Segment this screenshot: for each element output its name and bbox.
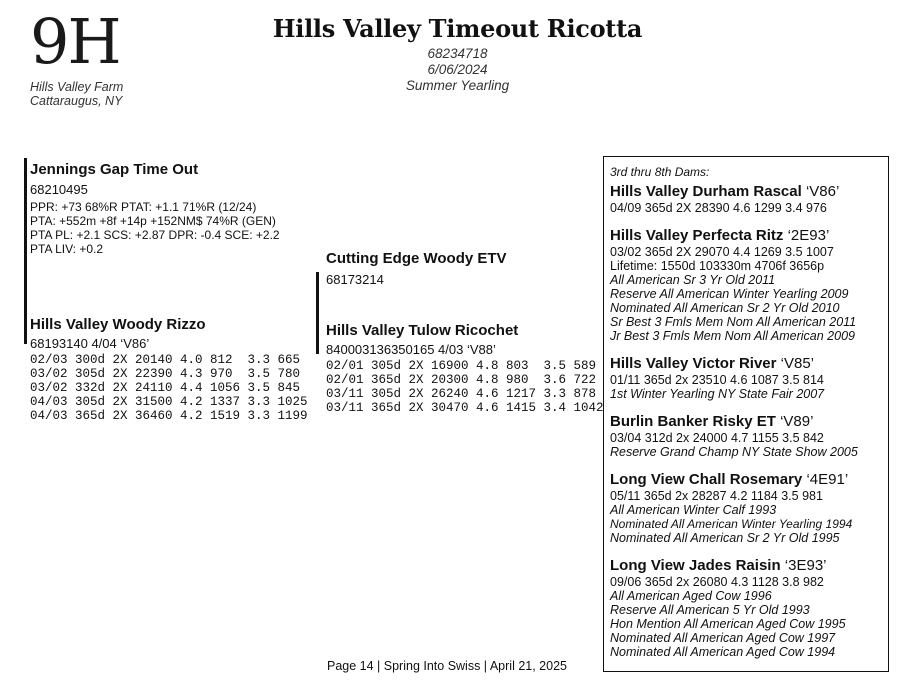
dam-block bbox=[30, 315, 308, 423]
farm-info bbox=[30, 80, 123, 108]
birth-date: 6/06/2024 bbox=[427, 62, 488, 77]
ancestor-dam-name: Long View Jades Raisin bbox=[610, 557, 781, 574]
ancestor-dam bbox=[610, 182, 888, 215]
ancestor-dam-award: Jr Best 3 Fmls Mem Nom All American 2009 bbox=[610, 329, 855, 343]
ancestor-dam-award: All American Winter Calf 1993 bbox=[610, 503, 777, 517]
sire-name: Jennings Gap Time Out bbox=[30, 161, 199, 178]
maternal-grandsire-reg: 68173214 bbox=[326, 272, 384, 287]
granddam-name: Hills Valley Tulow Ricochet bbox=[326, 322, 519, 339]
ancestor-dam-award: Nominated All American Sr 2 Yr Old 1995 bbox=[610, 531, 840, 545]
ancestor-dam-award: 1st Winter Yearling NY State Fair 2007 bbox=[610, 387, 825, 401]
ancestor-dam-record: 04/09 365d 2X 28390 4.6 1299 3.4 976 bbox=[610, 201, 827, 215]
ancestor-dam bbox=[610, 226, 888, 343]
lot-header bbox=[270, 12, 645, 94]
ancestor-dam-name: Long View Chall Rosemary bbox=[610, 471, 803, 488]
farm-logo: 9H bbox=[30, 5, 120, 78]
ancestor-dam-record: 09/06 365d 2x 26080 4.3 1128 3.8 982 bbox=[610, 575, 824, 589]
sire-stat-line: PPR: +73 68%R PTAT: +1.1 71%R (12/24) bbox=[30, 200, 257, 214]
animal-class: Summer Yearling bbox=[405, 78, 510, 93]
sire-block bbox=[30, 160, 280, 256]
ancestor-dam-score: ‘V89’ bbox=[780, 413, 814, 430]
dam-record-line: 03/02 305d 2X 22390 4.3 970 3.5 780 bbox=[30, 367, 301, 381]
ancestor-dam-award: All American Aged Cow 1996 bbox=[610, 589, 772, 603]
ancestor-dam-record: 05/11 365d 2x 28287 4.2 1184 3.5 981 bbox=[610, 489, 823, 503]
pedigree-bracket-left bbox=[24, 158, 27, 344]
granddam-reg: 840003136350165 4/03 ‘V88’ bbox=[326, 342, 496, 357]
ancestor-dam-award: All American Sr 3 Yr Old 2011 bbox=[610, 273, 776, 287]
ancestor-dams-box bbox=[603, 156, 889, 672]
ancestor-dam-lifetime: Lifetime: 1550d 103330m 4706f 3656p bbox=[610, 259, 825, 273]
ancestor-dam bbox=[610, 412, 888, 459]
ancestor-dam-record: 03/04 312d 2x 24000 4.7 1155 3.5 842 bbox=[610, 431, 824, 445]
ancestor-dam bbox=[610, 354, 888, 401]
maternal-grandsire-name: Cutting Edge Woody ETV bbox=[326, 250, 507, 267]
granddam-record-line: 03/11 365d 2X 30470 4.6 1415 3.4 1042 bbox=[326, 401, 604, 415]
ancestor-dam-award: Reserve Grand Champ NY State Show 2005 bbox=[610, 445, 858, 459]
registration-number: 68234718 bbox=[427, 46, 488, 61]
ancestor-dam-score: ‘4E91’ bbox=[806, 471, 849, 488]
ancestor-dam-score: ‘V85’ bbox=[780, 355, 815, 372]
dam-reg: 68193140 4/04 ‘V86’ bbox=[30, 336, 150, 351]
dam-name: Hills Valley Woody Rizzo bbox=[30, 316, 206, 333]
granddam-record-line: 02/01 305d 2X 16900 4.8 803 3.5 589 bbox=[326, 359, 597, 373]
sire-reg: 68210495 bbox=[30, 182, 88, 197]
ancestor-dam-score: ‘2E93’ bbox=[787, 227, 830, 244]
granddam-records bbox=[326, 359, 604, 415]
dam-record-line: 02/03 300d 2X 20140 4.0 812 3.3 665 bbox=[30, 353, 301, 367]
ancestor-dam-award: Sr Best 3 Fmls Mem Nom All American 2011 bbox=[610, 315, 857, 329]
page-footer: Page 14 | Spring Into Swiss | April 21, 2025 bbox=[327, 659, 567, 673]
ancestor-dam-score: ‘3E93’ bbox=[784, 557, 827, 574]
granddam-record-line: 02/01 365d 2X 20300 4.8 980 3.6 722 bbox=[326, 373, 597, 387]
dam-record-line: 03/02 332d 2X 24110 4.4 1056 3.5 845 bbox=[30, 381, 301, 395]
ancestor-dam-score: ‘V86’ bbox=[805, 183, 840, 200]
granddam-block bbox=[326, 321, 604, 415]
sire-stats bbox=[30, 200, 280, 256]
ancestor-dam-record: 01/11 365d 2x 23510 4.6 1087 3.5 814 bbox=[610, 373, 824, 387]
animal-title: Hills Valley Timeout Ricotta bbox=[272, 14, 643, 43]
ancestor-dam-award: Nominated All American Winter Yearling 1994 bbox=[610, 517, 853, 531]
ancestor-dam-name: Hills Valley Perfecta Ritz bbox=[610, 227, 784, 244]
pedigree-bracket-mid bbox=[316, 272, 319, 354]
farm-location: Cattaraugus, NY bbox=[30, 94, 123, 108]
ancestor-dam-award: Reserve All American Winter Yearling 2009 bbox=[610, 287, 849, 301]
dam-record-line: 04/03 365d 2X 36460 4.2 1519 3.3 1199 bbox=[30, 409, 308, 423]
dam-record-line: 04/03 305d 2X 31500 4.2 1337 3.3 1025 bbox=[30, 395, 308, 409]
ancestor-dam-name: Hills Valley Victor River bbox=[610, 355, 777, 372]
maternal-grandsire-block bbox=[326, 249, 507, 288]
ancestor-dam-name: Hills Valley Durham Rascal bbox=[610, 183, 802, 200]
sire-stat-line: PTA: +552m +8f +14p +152NM$ 74%R (GEN) bbox=[30, 214, 276, 228]
ancestor-dam bbox=[610, 470, 888, 545]
dams-box-intro: 3rd thru 8th Dams: bbox=[610, 165, 710, 179]
ancestor-dam-award: Nominated All American Sr 2 Yr Old 2010 bbox=[610, 301, 840, 315]
sire-stat-line: PTA PL: +2.1 SCS: +2.87 DPR: -0.4 SCE: +2.2 bbox=[30, 228, 280, 242]
ancestor-dam-award: Nominated All American Aged Cow 1997 bbox=[610, 631, 836, 645]
ancestor-dam-award: Hon Mention All American Aged Cow 1995 bbox=[610, 617, 846, 631]
ancestor-dam-name: Burlin Banker Risky ET bbox=[610, 413, 776, 430]
ancestor-dam-award: Reserve All American 5 Yr Old 1993 bbox=[610, 603, 810, 617]
ancestor-dam-record: 03/02 365d 2X 29070 4.4 1269 3.5 1007 bbox=[610, 245, 834, 259]
granddam-record-line: 03/11 305d 2X 26240 4.6 1217 3.3 878 bbox=[326, 387, 597, 401]
ancestor-dam bbox=[610, 556, 888, 659]
ancestor-dam-award: Nominated All American Aged Cow 1994 bbox=[610, 645, 836, 659]
dam-records bbox=[30, 353, 308, 423]
farm-name: Hills Valley Farm bbox=[30, 80, 124, 94]
sire-stat-line: PTA LIV: +0.2 bbox=[30, 242, 104, 256]
